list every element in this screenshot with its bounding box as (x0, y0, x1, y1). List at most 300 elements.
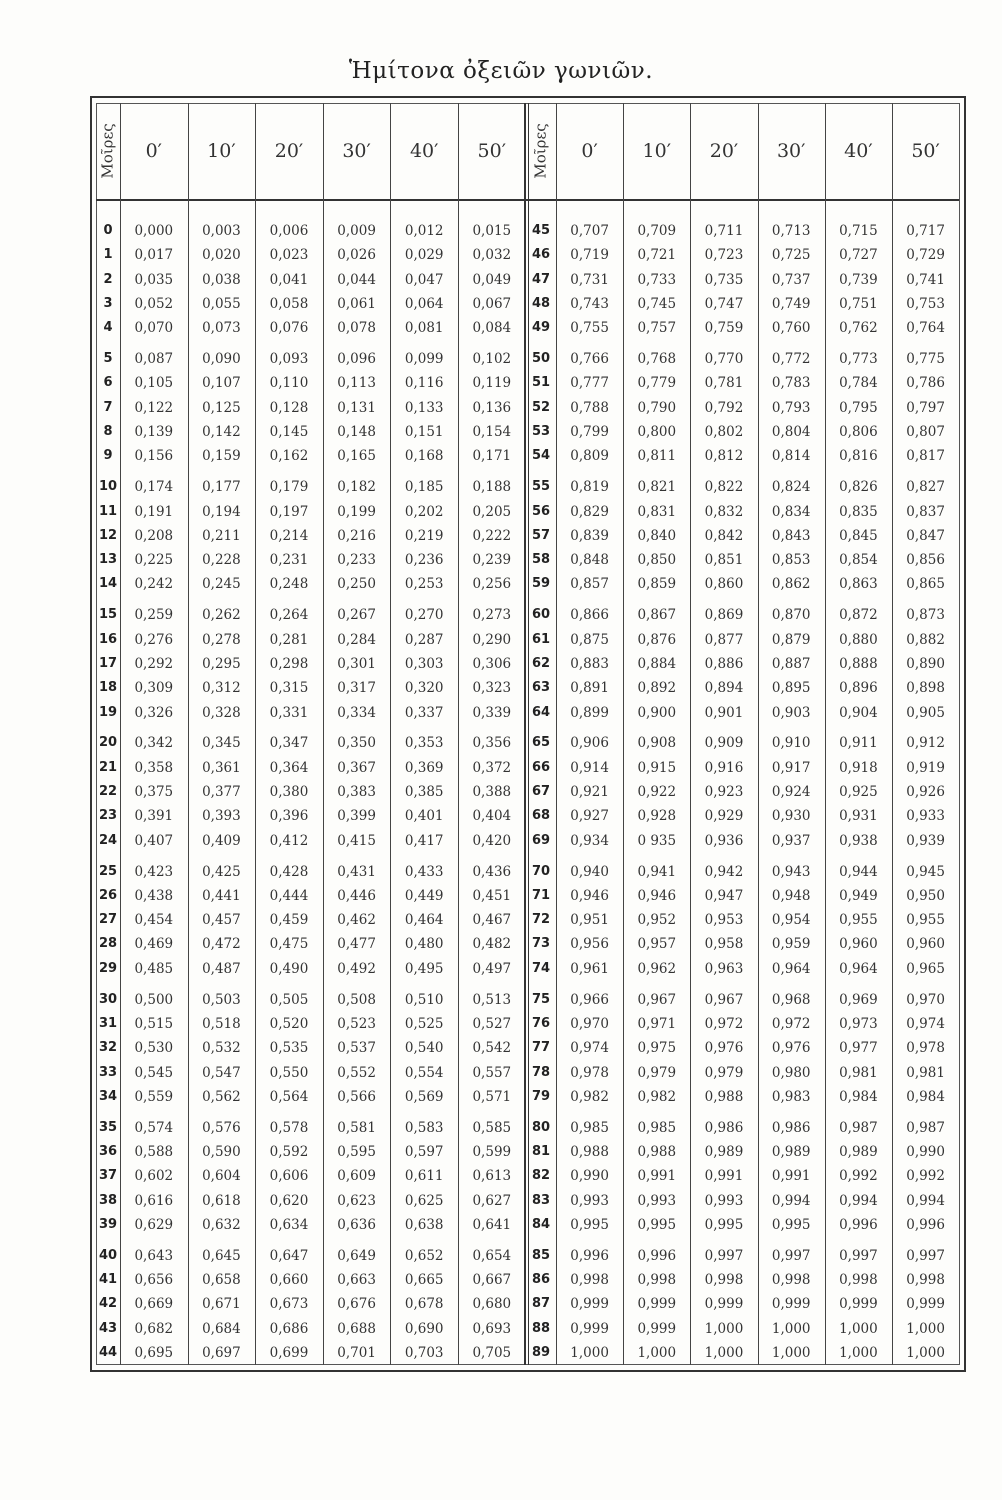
sine-value-cell: 0,783 (771, 375, 811, 392)
table-row (96, 860, 526, 884)
table-row (526, 829, 959, 853)
sine-value-cell: 0,391 (134, 808, 174, 825)
sine-value-cell: 1,000 (570, 1345, 609, 1361)
table-row (96, 475, 526, 499)
sine-value-cell: 0,908 (637, 735, 677, 752)
degree-cell: 32 (98, 1040, 118, 1056)
degree-cell: 57 (531, 527, 551, 543)
sine-value-cell: 0,464 (404, 912, 444, 929)
sine-value-cell: 0,459 (269, 912, 309, 929)
sine-value-cell: 0,604 (202, 1168, 241, 1185)
sine-value-cell: 0,090 (202, 351, 241, 368)
degree-cell: 88 (531, 1320, 551, 1336)
table-row (96, 572, 526, 596)
sine-value-cell: 0,500 (134, 991, 174, 1008)
sine-value-cell: 0,957 (637, 936, 677, 953)
sine-value-cell: 0,697 (202, 1345, 241, 1361)
sine-value-cell: 0,887 (771, 655, 811, 672)
table-row (526, 420, 959, 444)
sine-value-cell: 0,966 (570, 991, 609, 1008)
sine-value-cell: 0,278 (202, 631, 241, 648)
table-row (96, 219, 526, 243)
table-row (526, 524, 959, 548)
sine-value-cell: 0,686 (269, 1320, 309, 1337)
sine-value-cell: 0,906 (570, 735, 609, 752)
sine-value-cell: 0,116 (404, 375, 444, 392)
degree-cell: 45 (531, 223, 551, 238)
table-row (96, 1116, 526, 1140)
sine-value-cell: 0,345 (202, 735, 241, 752)
sine-value-cell: 0,487 (202, 960, 241, 977)
sine-value-cell: 0,616 (134, 1192, 174, 1209)
sine-value-cell: 0,256 (472, 576, 512, 593)
sine-value-cell: 0,997 (704, 1247, 744, 1264)
table-row (526, 628, 959, 652)
sine-value-cell: 0,768 (637, 351, 677, 368)
table-row (526, 884, 959, 908)
sine-value-cell: 0,978 (570, 1064, 609, 1081)
table-row (526, 731, 959, 755)
degree-cell: 16 (98, 631, 118, 647)
degree-cell: 78 (531, 1064, 551, 1080)
sine-value-cell: 0,721 (637, 247, 677, 264)
sine-value-cell: 0,369 (404, 759, 444, 776)
degrees-header-label: Μοῖρες (99, 123, 118, 179)
sine-value-cell: 0,342 (134, 735, 174, 752)
sine-value-cell: 0,905 (906, 704, 945, 721)
sine-value-cell: 0,814 (771, 448, 811, 465)
sine-value-cell: 0,872 (839, 607, 878, 624)
sine-value-cell: 0,480 (404, 936, 444, 953)
sine-value-cell: 0,070 (134, 320, 174, 337)
sine-value-cell: 0,960 (839, 936, 878, 953)
sine-value-cell: 0,705 (472, 1345, 512, 1361)
degree-cell: 73 (531, 936, 551, 952)
sine-value-cell: 0,407 (134, 832, 174, 849)
sine-value-cell: 0,211 (202, 527, 241, 544)
table-row (526, 292, 959, 316)
sine-value-cell: 0,891 (570, 680, 609, 697)
degree-cell: 21 (98, 759, 118, 775)
sine-value-cell: 0,925 (839, 784, 878, 800)
table-row (96, 756, 526, 780)
sine-value-cell: 0,745 (637, 295, 677, 312)
sine-value-cell: 0,133 (404, 399, 444, 416)
table-row (96, 676, 526, 700)
sine-value-cell: 0,569 (404, 1088, 444, 1105)
sine-value-cell: 0,131 (337, 399, 376, 416)
sine-value-cell: 0,764 (906, 320, 945, 337)
sine-value-cell: 0,627 (472, 1192, 512, 1209)
table-row (526, 1268, 959, 1292)
sine-value-cell: 0,525 (404, 1015, 444, 1032)
sine-value-cell: 0,899 (570, 704, 609, 721)
sine-value-cell: 0,020 (202, 247, 241, 264)
sine-value-cell: 0,595 (337, 1144, 376, 1160)
sine-value-cell: 0,916 (704, 759, 744, 776)
sine-value-cell: 0,287 (404, 631, 444, 648)
sine-value-cell: 0,462 (337, 912, 376, 929)
sine-value-cell: 0,998 (906, 1272, 945, 1289)
sine-value-cell: 0,998 (771, 1272, 811, 1289)
sine-value-cell: 0,436 (472, 863, 512, 880)
sine-value-cell: 0,751 (839, 295, 878, 312)
sine-value-cell: 0,562 (202, 1088, 241, 1105)
degree-cell: 42 (98, 1296, 118, 1312)
sine-value-cell: 0,564 (269, 1088, 309, 1105)
sine-value-cell: 0,775 (906, 351, 945, 368)
sine-value-cell: 0,171 (472, 448, 512, 465)
sine-value-cell: 0,938 (839, 832, 878, 849)
sine-value-cell: 0,290 (472, 631, 512, 648)
sine-value-cell: 0,860 (704, 576, 744, 593)
sine-value-cell: 0,711 (704, 223, 744, 239)
sine-value-cell: 0,372 (472, 759, 512, 776)
sine-value-cell: 0,041 (269, 271, 309, 288)
degree-cell: 62 (531, 655, 551, 671)
sine-value-cell: 0,239 (472, 552, 512, 569)
sine-value-cell: 0,377 (202, 784, 241, 800)
table-row (526, 676, 959, 700)
sine-value-cell: 0,638 (404, 1216, 444, 1233)
table-row (96, 1164, 526, 1188)
sine-value-cell: 0,023 (269, 247, 309, 264)
sine-value-cell: 0,944 (839, 863, 878, 880)
sine-value-cell: 0,984 (839, 1088, 878, 1105)
sine-value-cell: 0,946 (570, 887, 609, 904)
table-row (96, 1140, 526, 1164)
sine-value-cell: 0,454 (134, 912, 174, 929)
sine-value-cell: 0,438 (134, 887, 174, 904)
sine-value-cell: 0,444 (269, 887, 309, 904)
sine-value-cell: 0,862 (771, 576, 811, 593)
sine-value-cell: 0,980 (771, 1064, 811, 1081)
sine-value-cell: 0,049 (472, 271, 512, 288)
degrees-header-label: Μοῖρες (532, 123, 551, 179)
sine-value-cell: 0,273 (472, 607, 512, 624)
sine-value-cell: 0,199 (337, 503, 376, 520)
sine-value-cell: 0,380 (269, 784, 309, 800)
sine-value-cell: 0,816 (839, 448, 878, 465)
sine-value-cell: 0,326 (134, 704, 174, 721)
sine-value-cell: 0,886 (704, 655, 744, 672)
sine-value-cell: 0,991 (771, 1168, 811, 1185)
sine-value-cell: 0,177 (202, 479, 241, 496)
table-row (96, 652, 526, 676)
sine-value-cell: 0,643 (134, 1247, 174, 1264)
degrees-header (526, 103, 556, 199)
degree-cell: 39 (98, 1216, 118, 1232)
sine-value-cell: 0,709 (637, 223, 677, 239)
sine-value-cell: 0,015 (472, 223, 512, 239)
degree-cell: 79 (531, 1088, 551, 1104)
sine-value-cell: 0,475 (269, 936, 309, 953)
sine-value-cell: 0,599 (472, 1144, 512, 1160)
table-row (96, 420, 526, 444)
degree-cell: 12 (98, 527, 118, 543)
sine-value-cell: 0,412 (269, 832, 309, 849)
table-row (526, 1012, 959, 1036)
degree-cell: 6 (103, 375, 113, 391)
table-row (96, 1317, 526, 1341)
table-row (96, 1189, 526, 1213)
sine-value-cell: 0,962 (637, 960, 677, 977)
table-row (96, 1268, 526, 1292)
sine-value-cell: 0,766 (570, 351, 609, 368)
table-row (96, 957, 526, 981)
sine-value-cell: 0,547 (202, 1064, 241, 1081)
sine-value-cell: 0,903 (771, 704, 811, 721)
sine-value-cell: 0,592 (269, 1144, 309, 1160)
sine-value-cell: 0,105 (134, 375, 174, 392)
sine-value-cell: 0,505 (269, 991, 309, 1008)
sine-value-cell: 0,654 (472, 1247, 512, 1264)
sine-value-cell: 0,312 (202, 680, 241, 697)
minutes-header: 50′ (911, 140, 940, 162)
sine-value-cell: 0,996 (570, 1247, 609, 1264)
sine-value-cell: 1,000 (771, 1320, 811, 1337)
sine-value-cell: 0,998 (570, 1272, 609, 1289)
table-row (526, 804, 959, 828)
sine-value-cell: 0,537 (337, 1040, 376, 1057)
degree-cell: 25 (98, 863, 118, 879)
table-row (96, 1244, 526, 1268)
sine-value-cell: 0,895 (771, 680, 811, 697)
sine-value-cell: 0,423 (134, 863, 174, 880)
sine-value-cell: 0,620 (269, 1192, 309, 1209)
sine-value-cell: 0,919 (906, 759, 945, 776)
degree-cell: 89 (531, 1345, 551, 1360)
sine-value-cell: 0,993 (637, 1192, 677, 1209)
sine-value-cell: 0,976 (771, 1040, 811, 1057)
sine-value-cell: 0,967 (704, 991, 744, 1008)
sine-value-cell: 0,497 (472, 960, 512, 977)
sine-value-cell: 0,383 (337, 784, 376, 800)
sine-value-cell: 0,873 (906, 607, 945, 624)
table-row (96, 548, 526, 572)
sine-value-cell: 0,047 (404, 271, 444, 288)
degree-cell: 64 (531, 704, 551, 720)
sine-value-cell: 0,804 (771, 424, 811, 440)
sine-value-cell: 0,999 (570, 1296, 609, 1313)
table-row (96, 500, 526, 524)
sine-value-cell: 0,770 (704, 351, 744, 368)
sine-value-cell: 0,540 (404, 1040, 444, 1057)
degree-cell: 34 (98, 1088, 118, 1104)
sine-value-cell: 0,829 (570, 503, 609, 520)
degree-cell: 69 (531, 832, 551, 848)
sine-value-cell: 0,606 (269, 1168, 309, 1185)
sine-value-cell: 0,987 (906, 1119, 945, 1136)
sine-value-cell: 0,994 (906, 1192, 945, 1209)
table-row (526, 1061, 959, 1085)
sine-value-cell: 0 935 (637, 832, 677, 849)
sine-value-cell: 0,733 (637, 271, 677, 288)
sine-value-cell: 1,000 (704, 1320, 744, 1337)
table-row (526, 396, 959, 420)
sine-value-cell: 0,994 (771, 1192, 811, 1209)
degree-cell: 41 (98, 1272, 118, 1288)
sine-value-cell: 0,985 (637, 1119, 677, 1136)
sine-value-cell: 0,231 (269, 552, 309, 569)
table-row (526, 316, 959, 340)
sine-value-cell: 0,964 (771, 960, 811, 977)
sine-value-cell: 0,064 (404, 295, 444, 312)
sine-value-cell: 0,992 (839, 1168, 878, 1185)
sine-value-cell: 0,970 (570, 1015, 609, 1032)
sine-value-cell: 0,208 (134, 527, 174, 544)
sine-value-cell: 0,974 (906, 1015, 945, 1032)
degree-cell: 72 (531, 912, 551, 928)
degree-cell: 11 (98, 503, 118, 519)
degree-cell: 61 (531, 631, 551, 647)
table-row (96, 292, 526, 316)
sine-value-cell: 0,044 (337, 271, 376, 288)
sine-value-cell: 0,772 (771, 351, 811, 368)
sine-value-cell: 0,353 (404, 735, 444, 752)
sine-value-cell: 0,940 (570, 863, 609, 880)
sine-value-cell: 0,953 (704, 912, 744, 929)
sine-value-cell: 0,323 (472, 680, 512, 697)
minutes-header: 0′ (581, 140, 598, 162)
sine-value-cell: 0,119 (472, 375, 512, 392)
sine-table-left (96, 103, 526, 1365)
table-row (96, 804, 526, 828)
table-row (526, 1189, 959, 1213)
sine-value-cell: 0,222 (472, 527, 512, 544)
degree-cell: 40 (98, 1247, 118, 1263)
sine-value-cell: 0,205 (472, 503, 512, 520)
sine-value-cell: 1,000 (906, 1320, 945, 1337)
table-row (96, 1341, 526, 1365)
sine-value-cell: 0,831 (637, 503, 677, 520)
sine-value-cell: 0,982 (637, 1088, 677, 1105)
sine-value-cell: 0,052 (134, 295, 174, 312)
sine-value-cell: 0,999 (637, 1320, 677, 1337)
table-row (526, 1213, 959, 1237)
sine-value-cell: 0,850 (637, 552, 677, 569)
sine-value-cell: 0,530 (134, 1040, 174, 1057)
sine-value-cell: 0,451 (472, 887, 512, 904)
sine-value-cell: 0,636 (337, 1216, 376, 1233)
sine-value-cell: 0,388 (472, 784, 512, 800)
sine-value-cell: 0,583 (404, 1119, 444, 1136)
sine-value-cell: 0,520 (269, 1015, 309, 1032)
sine-value-cell: 0,513 (472, 991, 512, 1008)
table-row (96, 371, 526, 395)
sine-value-cell: 0,699 (269, 1345, 309, 1361)
sine-value-cell: 0,136 (472, 399, 512, 416)
sine-value-cell: 0,356 (472, 735, 512, 752)
sine-value-cell: 0,790 (637, 399, 677, 416)
sine-value-cell: 0,495 (404, 960, 444, 977)
sine-value-cell: 0,869 (704, 607, 744, 624)
sine-value-cell: 0,978 (906, 1040, 945, 1057)
sine-value-cell: 0,939 (906, 832, 945, 849)
sine-value-cell: 0,262 (202, 607, 241, 624)
sine-value-cell: 0,337 (404, 704, 444, 721)
sine-value-cell: 0,457 (202, 912, 241, 929)
sine-value-cell: 0,315 (269, 680, 309, 697)
sine-value-cell: 0,973 (839, 1015, 878, 1032)
sine-value-cell: 0,148 (337, 424, 376, 440)
sine-value-cell: 0,960 (906, 936, 945, 953)
sine-value-cell: 0,515 (134, 1015, 174, 1032)
sine-value-cell: 0,428 (269, 863, 309, 880)
sine-value-cell: 0,997 (771, 1247, 811, 1264)
sine-value-cell: 0,788 (570, 399, 609, 416)
sine-value-cell: 0,968 (771, 991, 811, 1008)
sine-value-cell: 0,590 (202, 1144, 241, 1160)
sine-value-cell: 0,926 (906, 784, 945, 800)
sine-value-cell: 0,446 (337, 887, 376, 904)
degree-cell: 59 (531, 576, 551, 592)
sine-value-cell: 0,096 (337, 351, 376, 368)
degree-cell: 13 (98, 552, 118, 568)
sine-value-cell: 0,485 (134, 960, 174, 977)
sine-value-cell: 0,997 (906, 1247, 945, 1264)
sine-value-cell: 0,613 (472, 1168, 512, 1185)
sine-value-cell: 0,078 (337, 320, 376, 337)
sine-value-cell: 0,995 (570, 1216, 609, 1233)
sine-value-cell: 0,281 (269, 631, 309, 648)
table-row (526, 1164, 959, 1188)
sine-value-cell: 0,225 (134, 552, 174, 569)
sine-value-cell: 0,786 (906, 375, 945, 392)
sine-value-cell: 0,879 (771, 631, 811, 648)
table-row (526, 548, 959, 572)
sine-value-cell: 0,320 (404, 680, 444, 697)
sine-value-cell: 1,000 (839, 1345, 878, 1361)
sine-value-cell: 0,156 (134, 448, 174, 465)
sine-value-cell: 0,492 (337, 960, 376, 977)
degree-cell: 65 (531, 735, 551, 751)
sine-value-cell: 0,409 (202, 832, 241, 849)
sine-value-cell: 0,508 (337, 991, 376, 1008)
header-rule (96, 199, 526, 201)
sine-value-cell: 0,735 (704, 271, 744, 288)
sine-value-cell: 0,956 (570, 936, 609, 953)
sine-value-cell: 1,000 (704, 1345, 744, 1361)
sine-value-cell: 0,328 (202, 704, 241, 721)
degree-cell: 80 (531, 1119, 551, 1135)
sine-value-cell: 1,000 (637, 1345, 677, 1361)
sine-value-cell: 0,035 (134, 271, 174, 288)
sine-value-cell: 0,535 (269, 1040, 309, 1057)
sine-value-cell: 0,853 (771, 552, 811, 569)
degree-cell: 47 (531, 271, 551, 287)
degree-cell: 82 (531, 1168, 551, 1184)
degree-cell: 7 (103, 399, 113, 415)
sine-value-cell: 0,165 (337, 448, 376, 465)
sine-value-cell: 0,139 (134, 424, 174, 440)
sine-value-cell: 0,719 (570, 247, 609, 264)
sine-value-cell: 0,983 (771, 1088, 811, 1105)
sine-value-cell: 0,890 (906, 655, 945, 672)
table-row (526, 1341, 959, 1365)
minutes-header: 30′ (776, 140, 806, 162)
degree-cell: 60 (531, 607, 551, 623)
table-row (96, 628, 526, 652)
sine-value-cell: 0,331 (269, 704, 309, 721)
sine-value-cell: 0,110 (269, 375, 309, 392)
sine-value-cell: 0,301 (337, 655, 376, 672)
sine-value-cell: 0,974 (570, 1040, 609, 1057)
sine-value-cell: 0,959 (771, 936, 811, 953)
sine-value-cell: 0,693 (472, 1320, 512, 1337)
sine-value-cell: 0,361 (202, 759, 241, 776)
sine-value-cell: 0,647 (269, 1247, 309, 1264)
